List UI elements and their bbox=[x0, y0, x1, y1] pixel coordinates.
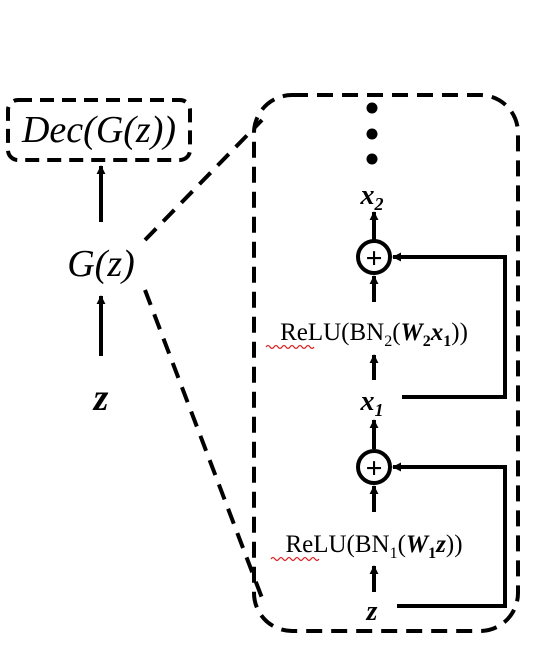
ellipsis-dot-1 bbox=[367, 103, 378, 114]
z-bottom-label: z bbox=[366, 596, 378, 627]
ellipsis-dot-2 bbox=[367, 129, 378, 140]
z-label: z bbox=[93, 377, 109, 419]
relu2-label: $ReLU(BN_2(W_2x_1))$ bbox=[280, 319, 468, 350]
x2-label: $x_2$ bbox=[360, 180, 384, 214]
zoom-line-bottom bbox=[145, 290, 262, 598]
relu1-label: $ReLU(BN_1(W_1z))$ bbox=[285, 531, 463, 562]
x1-label: $x_1$ bbox=[360, 386, 384, 420]
plus-symbol-2: + bbox=[365, 242, 383, 275]
plus-symbol-1: + bbox=[365, 452, 383, 485]
ellipsis-dot-3 bbox=[367, 154, 378, 165]
g-label: G(z) bbox=[67, 243, 135, 285]
dec-label: Dec(G(z)) bbox=[21, 109, 177, 151]
